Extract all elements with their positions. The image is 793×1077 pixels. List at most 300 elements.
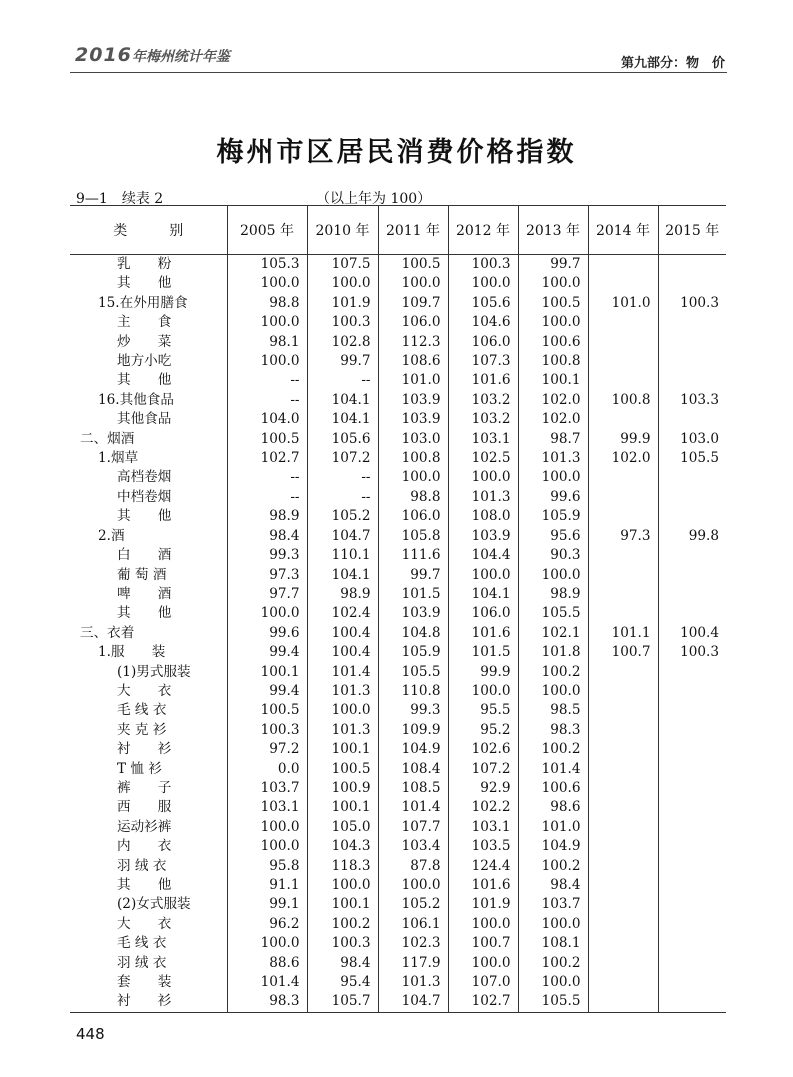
table-header-row (70, 206, 726, 255)
value-cell (588, 585, 658, 604)
table-row (70, 371, 726, 390)
table-row (70, 546, 726, 565)
table-row (70, 740, 726, 759)
value-cell: 98.1 (227, 333, 307, 352)
value-cell: 100.5 (307, 760, 378, 779)
value-cell (588, 488, 658, 507)
value-cell: 100.3 (227, 721, 307, 740)
value-cell: 99.4 (227, 643, 307, 662)
row-label-text: 运动衫裤 (117, 818, 172, 835)
row-label (70, 915, 227, 934)
value-cell: 103.4 (378, 837, 448, 856)
value-cell: 100.0 (518, 682, 588, 701)
value-cell: 103.7 (227, 779, 307, 798)
value-cell (658, 876, 726, 895)
table-row (70, 973, 726, 992)
value-cell: 99.4 (227, 682, 307, 701)
value-cell: 100.0 (227, 818, 307, 837)
value-cell: 100.3 (658, 294, 726, 313)
table-row (70, 333, 726, 352)
value-cell: 100.7 (588, 643, 658, 662)
table-code: 9—1 续表 2 (76, 191, 164, 207)
value-cell: 100.0 (227, 313, 307, 332)
value-cell: 99.7 (378, 566, 448, 585)
value-cell (658, 663, 726, 682)
row-label-text: 1.服 装 (98, 644, 166, 661)
table-row (70, 779, 726, 798)
row-label (70, 371, 227, 390)
table-row (70, 876, 726, 895)
table-row (70, 449, 726, 468)
value-cell: 101.5 (378, 585, 448, 604)
value-cell: 98.4 (227, 527, 307, 546)
value-cell (658, 333, 726, 352)
value-cell (658, 934, 726, 953)
value-cell: 100.3 (448, 255, 518, 275)
value-cell: 100.0 (227, 352, 307, 371)
row-label (70, 895, 227, 914)
value-cell: 108.0 (448, 507, 518, 526)
table-row (70, 566, 726, 585)
row-label (70, 760, 227, 779)
value-cell (658, 760, 726, 779)
value-cell: 117.9 (378, 954, 448, 973)
row-label (70, 876, 227, 895)
value-cell: 101.0 (378, 371, 448, 390)
row-label (70, 663, 227, 682)
value-cell: 107.5 (307, 255, 378, 275)
value-cell (658, 352, 726, 371)
value-cell (658, 818, 726, 837)
row-label (70, 798, 227, 817)
value-cell: 95.6 (518, 527, 588, 546)
value-cell (588, 410, 658, 429)
column-header-year: 2005 年 (227, 206, 307, 255)
value-cell: 100.0 (378, 274, 448, 293)
row-label (70, 391, 227, 410)
row-label (70, 643, 227, 662)
value-cell: 109.7 (378, 294, 448, 313)
row-label-text: 毛 线 衣 (117, 935, 167, 952)
value-cell: 105.9 (378, 643, 448, 662)
value-cell: 100.4 (307, 643, 378, 662)
value-cell: 101.1 (588, 624, 658, 643)
value-cell: 100.5 (378, 255, 448, 275)
value-cell: 102.0 (518, 410, 588, 429)
row-label-text: 三、衣着 (80, 624, 135, 641)
value-cell: 99.9 (448, 663, 518, 682)
row-label (70, 566, 227, 585)
value-cell: -- (307, 468, 378, 487)
value-cell: 101.0 (518, 818, 588, 837)
value-cell (658, 740, 726, 759)
value-cell: 100.6 (518, 779, 588, 798)
value-cell: 105.6 (448, 294, 518, 313)
value-cell: 103.9 (448, 527, 518, 546)
yearbook-title: 年梅州统计年鉴 (131, 49, 230, 65)
value-cell: 100.1 (227, 663, 307, 682)
value-cell: 99.3 (227, 546, 307, 565)
row-label-text: T 恤 衫 (117, 760, 162, 777)
value-cell (658, 255, 726, 275)
value-cell (658, 488, 726, 507)
value-cell: 107.0 (448, 973, 518, 992)
value-cell: 101.3 (378, 973, 448, 992)
row-label (70, 740, 227, 759)
value-cell (588, 857, 658, 876)
value-cell: 95.8 (227, 857, 307, 876)
value-cell (658, 837, 726, 856)
value-cell: 106.0 (448, 333, 518, 352)
table-row (70, 760, 726, 779)
value-cell: 103.1 (448, 818, 518, 837)
value-cell (588, 798, 658, 817)
value-cell: 100.0 (307, 274, 378, 293)
value-cell: 107.3 (448, 352, 518, 371)
column-header-year: 2011 年 (378, 206, 448, 255)
value-cell (658, 701, 726, 720)
value-cell: 103.0 (658, 430, 726, 449)
value-cell: 97.3 (588, 527, 658, 546)
value-cell: 100.1 (307, 895, 378, 914)
row-label-text: 衬 衫 (117, 993, 172, 1010)
value-cell: 99.6 (518, 488, 588, 507)
value-cell: 106.0 (378, 313, 448, 332)
value-cell: 100.7 (448, 934, 518, 953)
value-cell: 105.9 (518, 507, 588, 526)
value-cell (658, 313, 726, 332)
value-cell: 105.8 (378, 527, 448, 546)
value-cell (658, 604, 726, 623)
value-cell: 103.5 (448, 837, 518, 856)
value-cell: 102.4 (307, 604, 378, 623)
value-cell: 106.0 (448, 604, 518, 623)
row-label (70, 468, 227, 487)
row-label (70, 604, 227, 623)
row-label-text: 主 食 (117, 314, 172, 331)
value-cell (588, 760, 658, 779)
value-cell (588, 895, 658, 914)
table-row (70, 430, 726, 449)
value-cell: 96.2 (227, 915, 307, 934)
value-cell: 100.2 (518, 857, 588, 876)
value-cell: 99.3 (378, 701, 448, 720)
value-cell: 104.9 (378, 740, 448, 759)
value-cell: 98.6 (518, 798, 588, 817)
value-cell: 100.0 (378, 876, 448, 895)
value-cell (588, 352, 658, 371)
value-cell (588, 779, 658, 798)
table-row (70, 410, 726, 429)
value-cell: 103.1 (227, 798, 307, 817)
value-cell: 101.9 (307, 294, 378, 313)
value-cell: 102.7 (227, 449, 307, 468)
value-cell: 100.0 (518, 566, 588, 585)
value-cell (658, 857, 726, 876)
value-cell: 105.5 (658, 449, 726, 468)
value-cell: 106.1 (378, 915, 448, 934)
value-cell: 102.8 (307, 333, 378, 352)
value-cell: 104.0 (227, 410, 307, 429)
value-cell (588, 313, 658, 332)
value-cell: 104.4 (448, 546, 518, 565)
row-label-text: 其 他 (117, 372, 172, 389)
row-label-text: 炒 菜 (117, 333, 172, 350)
value-cell (588, 915, 658, 934)
value-cell: 100.0 (378, 468, 448, 487)
value-cell: 99.9 (588, 430, 658, 449)
column-header-year: 2013 年 (518, 206, 588, 255)
row-label (70, 934, 227, 953)
value-cell: 101.8 (518, 643, 588, 662)
row-label-text: 地方小吃 (117, 353, 172, 370)
table-row (70, 934, 726, 953)
value-cell (588, 740, 658, 759)
value-cell: 103.1 (448, 430, 518, 449)
value-cell: 110.8 (378, 682, 448, 701)
value-cell: 104.1 (307, 410, 378, 429)
value-cell: -- (307, 371, 378, 390)
value-cell: 100.0 (518, 313, 588, 332)
table-row (70, 507, 726, 526)
table-row (70, 643, 726, 662)
value-cell (658, 468, 726, 487)
section-title: 第九部分：物 价 (620, 56, 725, 71)
table-row (70, 585, 726, 604)
row-label-text: 2.酒 (98, 527, 125, 544)
value-cell: 105.7 (307, 992, 378, 1012)
value-cell (658, 507, 726, 526)
row-label-text: 毛 线 衣 (117, 702, 167, 719)
value-cell: 107.2 (307, 449, 378, 468)
value-cell: 103.0 (378, 430, 448, 449)
value-cell: 101.9 (448, 895, 518, 914)
value-cell: 100.2 (518, 740, 588, 759)
value-cell: 100.0 (448, 566, 518, 585)
value-cell: 100.0 (448, 682, 518, 701)
value-cell: 97.7 (227, 585, 307, 604)
value-cell: 101.3 (307, 721, 378, 740)
value-cell (588, 566, 658, 585)
table-row (70, 682, 726, 701)
row-label-text: 西 服 (117, 799, 172, 816)
value-cell: 95.4 (307, 973, 378, 992)
table-row (70, 255, 726, 275)
value-cell: 92.9 (448, 779, 518, 798)
row-label-text: (2)女式服装 (117, 896, 191, 913)
value-cell: 100.0 (307, 876, 378, 895)
value-cell: 100.8 (588, 391, 658, 410)
row-label-text: 夹 克 衫 (117, 721, 167, 738)
table-row (70, 294, 726, 313)
value-cell: 97.2 (227, 740, 307, 759)
value-cell: 101.4 (518, 760, 588, 779)
row-label (70, 507, 227, 526)
column-header-year: 2010 年 (307, 206, 378, 255)
value-cell: 100.0 (227, 604, 307, 623)
value-cell (588, 837, 658, 856)
value-cell (658, 992, 726, 1012)
value-cell (658, 566, 726, 585)
table-row (70, 663, 726, 682)
row-label (70, 624, 227, 643)
value-cell: 87.8 (378, 857, 448, 876)
value-cell: 102.5 (448, 449, 518, 468)
value-cell: 100.0 (518, 915, 588, 934)
value-cell: 103.9 (378, 604, 448, 623)
table-row (70, 604, 726, 623)
value-cell (588, 954, 658, 973)
row-label (70, 449, 227, 468)
row-label-text: 16.其他食品 (98, 391, 174, 408)
row-label-text: 其 他 (117, 508, 172, 525)
row-label-text: 套 装 (117, 974, 172, 991)
row-label (70, 779, 227, 798)
value-cell: 108.1 (518, 934, 588, 953)
value-cell: -- (227, 371, 307, 390)
header-divider (70, 72, 727, 73)
table-row (70, 527, 726, 546)
value-cell: 100.1 (307, 798, 378, 817)
row-label (70, 973, 227, 992)
value-cell: 98.7 (518, 430, 588, 449)
row-label (70, 313, 227, 332)
value-cell: 100.0 (518, 973, 588, 992)
value-cell: 99.7 (518, 255, 588, 275)
row-label (70, 721, 227, 740)
value-cell: 100.0 (227, 837, 307, 856)
row-label-text: 其 他 (117, 877, 172, 893)
value-cell: 103.9 (378, 391, 448, 410)
value-cell: 100.0 (448, 274, 518, 293)
value-cell: 100.0 (518, 468, 588, 487)
table-row (70, 857, 726, 876)
value-cell: 99.7 (307, 352, 378, 371)
row-label (70, 585, 227, 604)
value-cell (588, 507, 658, 526)
value-cell: 0.0 (227, 760, 307, 779)
value-cell (588, 333, 658, 352)
value-cell (588, 818, 658, 837)
value-cell: 107.7 (378, 818, 448, 837)
value-cell: 100.2 (518, 954, 588, 973)
row-label (70, 992, 227, 1012)
value-cell: 103.2 (448, 391, 518, 410)
table-row (70, 915, 726, 934)
row-label-text: 大 衣 (117, 682, 172, 699)
value-cell: 104.6 (448, 313, 518, 332)
row-label (70, 410, 227, 429)
value-cell: 105.6 (307, 430, 378, 449)
value-cell (658, 585, 726, 604)
row-label-text: 二、烟酒 (80, 430, 135, 447)
value-cell: 105.3 (227, 255, 307, 275)
value-cell: 109.9 (378, 721, 448, 740)
row-label (70, 274, 227, 293)
value-cell (658, 546, 726, 565)
row-label (70, 333, 227, 352)
table-row (70, 274, 726, 293)
value-cell: 104.7 (378, 992, 448, 1012)
value-cell: 101.3 (448, 488, 518, 507)
value-cell: 98.4 (518, 876, 588, 895)
row-label-text: 乳 粉 (117, 256, 172, 272)
table-row (70, 895, 726, 914)
page-title: 梅州市区居民消费价格指数 (216, 137, 577, 168)
value-cell: 100.0 (448, 468, 518, 487)
value-cell: 104.9 (518, 837, 588, 856)
value-cell: 100.2 (518, 663, 588, 682)
value-cell: -- (227, 391, 307, 410)
value-cell: 104.3 (307, 837, 378, 856)
table-row (70, 624, 726, 643)
value-cell: 100.4 (307, 624, 378, 643)
value-cell (588, 371, 658, 390)
value-cell: 101.0 (588, 294, 658, 313)
value-cell: 103.3 (658, 391, 726, 410)
row-label (70, 818, 227, 837)
table-base-note: （以上年为 100） (316, 191, 432, 207)
table-row (70, 391, 726, 410)
value-cell (588, 468, 658, 487)
value-cell: 104.1 (448, 585, 518, 604)
row-label-text: (1)男式服装 (117, 663, 191, 680)
row-label (70, 527, 227, 546)
value-cell: 100.8 (378, 449, 448, 468)
row-label (70, 837, 227, 856)
value-cell (588, 701, 658, 720)
row-label (70, 857, 227, 876)
value-cell: 98.5 (518, 701, 588, 720)
price-index-table (70, 205, 726, 1013)
row-label-text: 羽 绒 衣 (117, 954, 167, 971)
table-row (70, 954, 726, 973)
value-cell: 101.5 (448, 643, 518, 662)
table-row (70, 488, 726, 507)
value-cell: 97.3 (227, 566, 307, 585)
row-label (70, 701, 227, 720)
value-cell: 91.1 (227, 876, 307, 895)
value-cell (658, 721, 726, 740)
value-cell: 104.7 (307, 527, 378, 546)
row-label (70, 294, 227, 313)
value-cell (588, 973, 658, 992)
value-cell: 88.6 (227, 954, 307, 973)
value-cell: 118.3 (307, 857, 378, 876)
table-row (70, 721, 726, 740)
value-cell: -- (227, 468, 307, 487)
value-cell: 124.4 (448, 857, 518, 876)
value-cell: 98.3 (227, 992, 307, 1012)
table-row (70, 313, 726, 332)
value-cell: 105.5 (518, 604, 588, 623)
row-label-text: 其他食品 (117, 411, 172, 428)
value-cell (658, 954, 726, 973)
value-cell: 102.2 (448, 798, 518, 817)
table-row (70, 798, 726, 817)
value-cell (588, 604, 658, 623)
value-cell: 102.0 (518, 391, 588, 410)
value-cell: 101.3 (307, 682, 378, 701)
value-cell: 100.3 (307, 934, 378, 953)
value-cell: 101.6 (448, 371, 518, 390)
value-cell (588, 934, 658, 953)
value-cell (658, 915, 726, 934)
value-cell: 98.9 (227, 507, 307, 526)
value-cell (588, 721, 658, 740)
value-cell: 106.0 (378, 507, 448, 526)
row-label (70, 352, 227, 371)
